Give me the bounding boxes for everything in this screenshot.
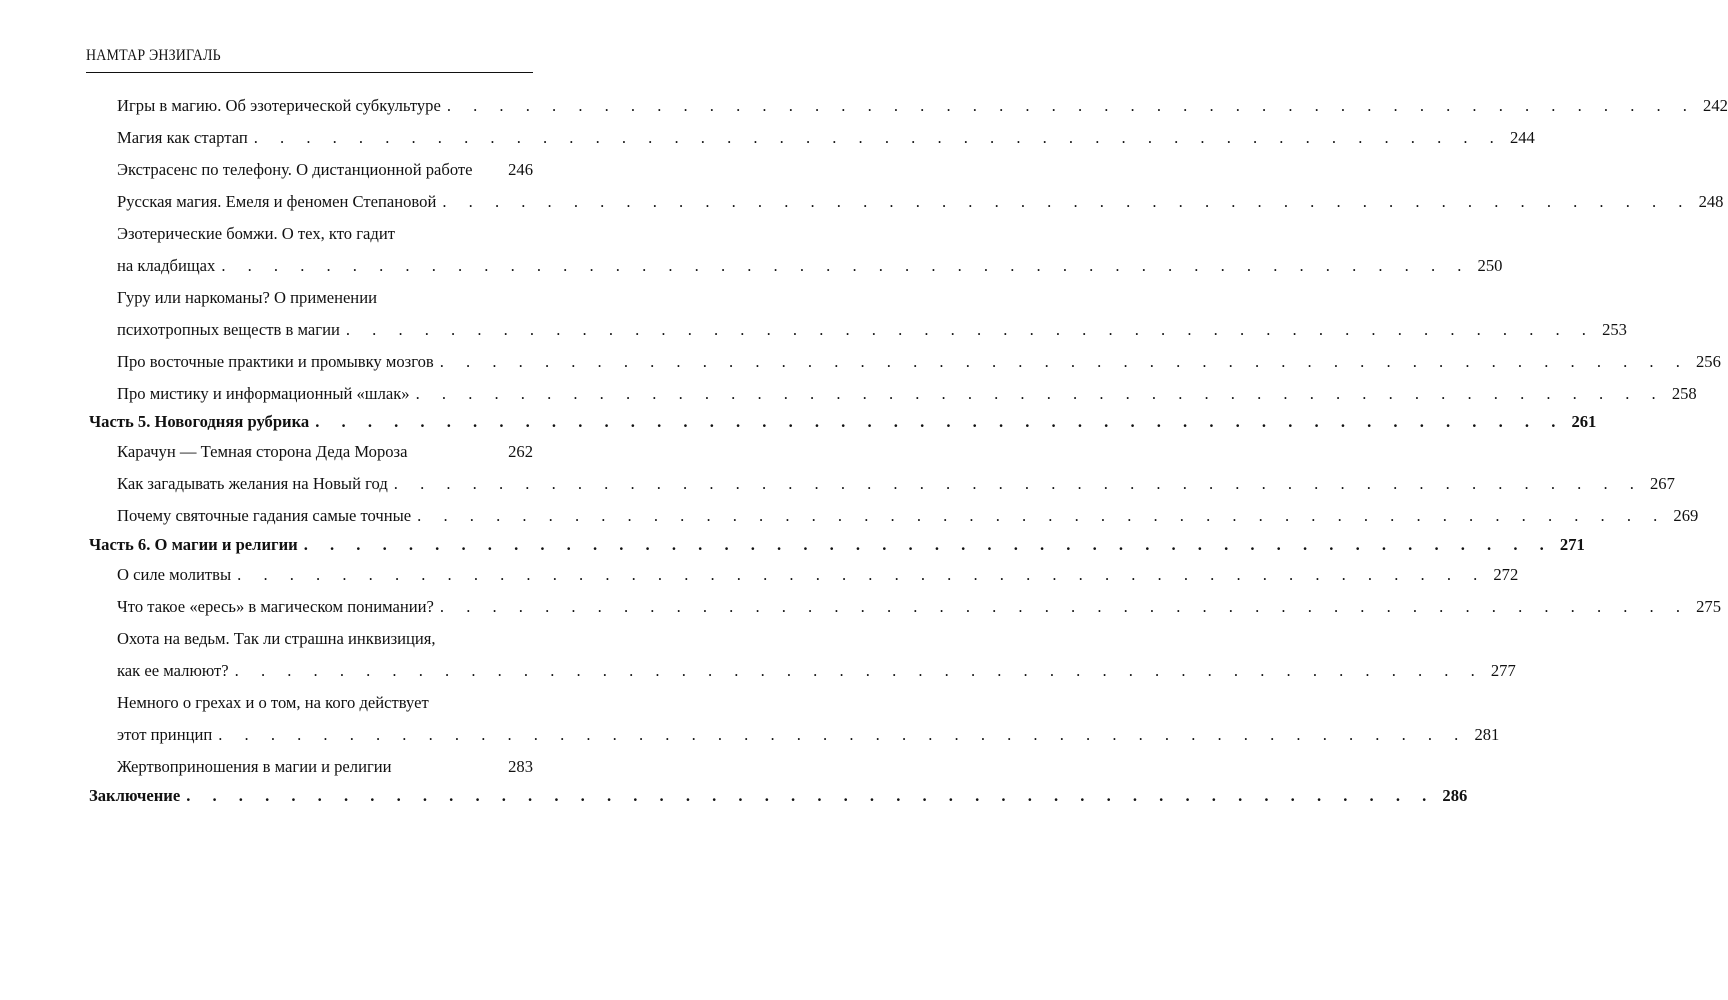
toc-entry-page: 283 [508, 757, 533, 776]
dot-leader: . . . . . . . . . . . . . . . . . . . . . . . . . . . . . . . . . . . . . . . . . . . . . . . . [439, 352, 1689, 371]
toc-entry-page: 272 [1493, 565, 1519, 584]
toc-entry-title: как ее малюют? [117, 661, 229, 680]
toc-entry-page: 275 [1696, 597, 1721, 616]
dot-leader: . . . . . . . . . . . . . . . . . . . . . . . . . . . . . . . . . . . . . . . . . . . . . . . . [442, 192, 1692, 211]
toc-entry-page: 262 [508, 442, 533, 461]
toc-entry[interactable] [117, 340, 1721, 372]
toc-part-page: 286 [1442, 786, 1468, 805]
toc-entry-continuation[interactable] [117, 308, 1627, 340]
toc-entry-page: 281 [1474, 725, 1500, 744]
dot-leader: . . . . . . . . . . . . . . . . . . . . . . . . . . . . . . . . . . . . . . . . . . . . . . . . [221, 256, 1471, 275]
toc-part-5[interactable] [89, 400, 1597, 432]
toc-entry[interactable] [117, 617, 533, 649]
toc-entry-title: Почему святочные гадания самые точные [117, 506, 412, 525]
toc-entry-page: 242 [1703, 96, 1728, 115]
dot-leader: . . . . . . . . . . . . . . . . . . . . . . . . . . . . . . . . . . . . . . . . . . . . . . . . [315, 412, 1565, 431]
toc-entry-page: 269 [1673, 506, 1699, 525]
dot-leader: . . . . . . . . . . . . . . . . . . . . . . . . . . . . . . . . . . . . . . . . . . . . . . . . [393, 474, 1643, 493]
toc-entry[interactable] [117, 585, 1721, 617]
toc-entry-page: 246 [508, 160, 533, 179]
toc-conclusion[interactable] [89, 774, 1468, 806]
toc-entry-title: Охота на ведьм. Так ли страшна инквизиция, [117, 629, 436, 648]
toc-entry-title: Экстрасенс по телефону. О дистанционной работе [117, 160, 473, 179]
toc-entry[interactable] [117, 553, 1519, 585]
toc-entry-page: 256 [1695, 352, 1721, 371]
toc-entry-page: 248 [1698, 192, 1724, 211]
toc-entry-page: 267 [1650, 474, 1675, 493]
toc-entry[interactable] [117, 180, 1724, 212]
toc-entry[interactable] [117, 276, 533, 308]
toc-entry-title: Про мистику и информационный «шлак» [117, 384, 410, 403]
toc-entry[interactable] [117, 212, 533, 244]
toc-entry-title: Игры в магию. Об эзотерической субкультуре [117, 96, 441, 115]
toc-entry[interactable] [117, 148, 533, 180]
toc-entry-continuation[interactable] [117, 649, 1516, 681]
toc-entry-title: Про восточные практики и промывку мозгов [117, 352, 434, 371]
toc-part-title: Часть 5. Новогодняя рубрика [89, 412, 310, 431]
dot-leader: . . . . . . . . . . . . . . . . . . . . . . . . . . . . . . . . . . . . . . . . . . . . . . . . [345, 320, 1595, 339]
dot-leader: . . . . . . . . . . . . . . . . . . . . . . . . . . . . . . . . . . . . . . . . . . . . . . . . [234, 661, 1484, 680]
toc-part-6[interactable] [89, 523, 1585, 555]
toc-part-title: Часть 6. О магии и религии [89, 535, 298, 554]
toc-entry-page: 277 [1490, 661, 1516, 680]
toc-part-page: 261 [1571, 412, 1597, 431]
toc-entry[interactable] [117, 430, 533, 462]
toc-entry[interactable] [117, 745, 533, 777]
dot-leader: . . . . . . . . . . . . . . . . . . . . . . . . . . . . . . . . . . . . . . . . . . . . . . . . [237, 565, 1487, 584]
dot-leader: . . . . . . . . . . . . . . . . . . . . . . . . . . . . . . . . . . . . . . . . . . . . . . . . [439, 597, 1689, 616]
toc-entry-title: Магия как стартап [117, 128, 248, 147]
dot-leader: . . . . . . . . . . . . . . . . . . . . . . . . . . . . . . . . . . . . . . . . . . . . . . . . [218, 725, 1468, 744]
toc-entry-continuation[interactable] [117, 244, 1503, 276]
toc-part-title: Заключение [89, 786, 181, 805]
dot-leader: . . . . . . . . . . . . . . . . . . . . . . . . . . . . . . . . . . . . . . . . . . . . . . . . [446, 96, 1696, 115]
toc-entry-title: О силе молитвы [117, 565, 232, 584]
toc-entry[interactable] [117, 116, 1535, 148]
toc-entry-title: Гуру или наркоманы? О применении [117, 288, 377, 307]
dot-leader: . . . . . . . . . . . . . . . . . . . . . . . . . . . . . . . . . . . . . . . . . . . . . . . . [186, 786, 1436, 805]
toc-entry-page: 258 [1671, 384, 1697, 403]
dot-leader: . . . . . . . . . . . . . . . . . . . . . . . . . . . . . . . . . . . . . . . . . . . . . . . . [303, 535, 1553, 554]
toc-entry-title: Карачун — Темная сторона Деда Мороза [117, 442, 408, 461]
toc-entry-page: 244 [1509, 128, 1535, 147]
toc-entry-title: этот принцип [117, 725, 213, 744]
dot-leader: . . . . . . . . . . . . . . . . . . . . . . . . . . . . . . . . . . . . . . . . . . . . . . . . [415, 384, 1665, 403]
dot-leader: . . . . . . . . . . . . . . . . . . . . . . . . . . . . . . . . . . . . . . . . . . . . . . . . [253, 128, 1503, 147]
toc-entry-title: Немного о грехах и о том, на кого действует [117, 693, 429, 712]
dot-leader: . . . . . . . . . . . . . . . . . . . . . . . . . . . . . . . . . . . . . . . . . . . . . . . . [417, 506, 1667, 525]
toc-entry-title: Жертвоприношения в магии и религии [117, 757, 392, 776]
toc-entry[interactable] [117, 494, 1699, 526]
toc-entry-continuation[interactable] [117, 713, 1500, 745]
toc-entry[interactable] [117, 84, 1728, 116]
toc-entry-title: Эзотерические бомжи. О тех, кто гадит [117, 224, 395, 243]
toc-entry-page: 250 [1477, 256, 1503, 275]
toc-entry-title: Что такое «ересь» в магическом понимании? [117, 597, 434, 616]
toc-entry[interactable] [117, 681, 533, 713]
toc-entry-page: 253 [1602, 320, 1627, 339]
running-head: НАМТАР ЭНЗИГАЛЬ [86, 47, 221, 64]
toc-entry-title: на кладбищах [117, 256, 216, 275]
toc-part-page: 271 [1559, 535, 1585, 554]
toc-entry-title: психотропных веществ в магии [117, 320, 340, 339]
toc-entry-title: Русская магия. Емеля и феномен Степановой [117, 192, 437, 211]
toc-entry[interactable] [117, 462, 1675, 494]
toc-entry-title: Как загадывать желания на Новый год [117, 474, 388, 493]
